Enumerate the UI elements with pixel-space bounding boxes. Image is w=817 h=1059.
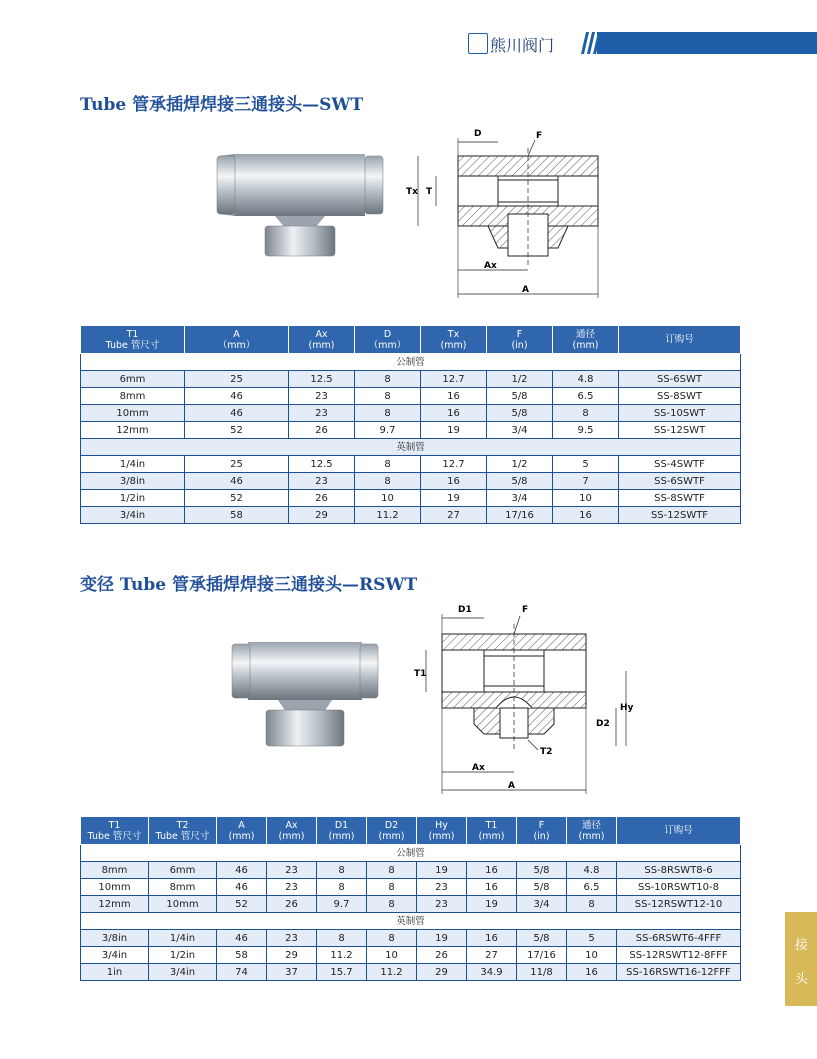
table-cell: SS-4SWTF: [619, 456, 741, 473]
group-label: 公制管: [81, 354, 741, 371]
table-cell: 5/8: [517, 862, 567, 879]
table-cell: 19: [467, 896, 517, 913]
table-cell: 4.8: [553, 371, 619, 388]
col-header: 通径 (mm): [567, 817, 617, 845]
col-header: A (mm): [217, 817, 267, 845]
col-header: A （mm）: [185, 326, 289, 354]
table-cell: 46: [217, 862, 267, 879]
table-cell: 5/8: [487, 405, 553, 422]
table-cell: 8: [317, 879, 367, 896]
dim-T1: T1: [414, 669, 427, 679]
table-cell: 26: [289, 490, 355, 507]
group-label: 英制管: [81, 913, 741, 930]
table-cell: 52: [217, 896, 267, 913]
table-cell: SS-12SWT: [619, 422, 741, 439]
table-cell: 17/16: [487, 507, 553, 524]
table-cell: 10: [367, 947, 417, 964]
swt-header-row: [81, 326, 741, 354]
col-header: T1 (mm): [467, 817, 517, 845]
table-cell: 46: [185, 388, 289, 405]
table-cell: 23: [267, 879, 317, 896]
side-tab-char: 接: [795, 938, 809, 953]
swt-tee-photo: [215, 148, 385, 260]
group-label: 英制管: [81, 439, 741, 456]
table-cell: SS-12RSWT12-8FFF: [617, 947, 741, 964]
table-cell: 10: [553, 490, 619, 507]
dim-A: A: [508, 781, 515, 791]
table-cell: 23: [289, 473, 355, 490]
table-cell: 1/2: [487, 371, 553, 388]
table-cell: 46: [217, 879, 267, 896]
table-row: [81, 879, 741, 896]
dim-Tx: Tx: [406, 187, 418, 197]
table-cell: 46: [185, 405, 289, 422]
table-cell: 9.7: [317, 896, 367, 913]
table-cell: 8: [567, 896, 617, 913]
col-header: D1 (mm): [317, 817, 367, 845]
dim-Ax: Ax: [472, 763, 485, 773]
table-row: [81, 388, 741, 405]
side-tab: [785, 912, 817, 1006]
table-cell: 6mm: [81, 371, 185, 388]
table-cell: 25: [185, 456, 289, 473]
col-header: D2 (mm): [367, 817, 417, 845]
table-cell: 29: [289, 507, 355, 524]
table-cell: 46: [185, 473, 289, 490]
table-cell: 1/2in: [149, 947, 217, 964]
table-cell: 8mm: [149, 879, 217, 896]
rswt-table-body: [81, 845, 741, 981]
table-cell: 8: [355, 473, 421, 490]
table-cell: 37: [267, 964, 317, 981]
table-cell: 5/8: [487, 473, 553, 490]
table-cell: 1/4in: [149, 930, 217, 947]
col-header: T1 Tube 管尺寸: [81, 817, 149, 845]
table-cell: 26: [267, 896, 317, 913]
table-cell: 10: [355, 490, 421, 507]
table-cell: 19: [421, 422, 487, 439]
table-cell: 15.7: [317, 964, 367, 981]
table-cell: 5/8: [517, 930, 567, 947]
table-cell: 8: [317, 930, 367, 947]
col-header: F (in): [517, 817, 567, 845]
table-cell: 1in: [81, 964, 149, 981]
table-cell: SS-16RSWT16-12FFF: [617, 964, 741, 981]
table-cell: 58: [185, 507, 289, 524]
table-cell: 19: [417, 930, 467, 947]
table-cell: 16: [467, 862, 517, 879]
table-row: [81, 964, 741, 981]
table-cell: 8: [355, 405, 421, 422]
table-cell: 3/4: [487, 490, 553, 507]
header-bar: [597, 32, 817, 54]
dim-A: A: [522, 285, 529, 295]
table-cell: 9.7: [355, 422, 421, 439]
table-cell: 3/8in: [81, 930, 149, 947]
table-cell: SS-8SWT: [619, 388, 741, 405]
table-cell: 27: [421, 507, 487, 524]
table-cell: 23: [417, 896, 467, 913]
brand-logo-icon: [468, 33, 488, 54]
rswt-spec-table: [80, 816, 741, 981]
table-cell: 8: [367, 896, 417, 913]
table-cell: 3/4: [517, 896, 567, 913]
table-cell: 3/4in: [81, 947, 149, 964]
table-cell: 5: [567, 930, 617, 947]
col-header: F (in): [487, 326, 553, 354]
table-row: [81, 896, 741, 913]
rswt-section-title: 变径 Tube 管承插焊焊接三通接头—RSWT: [80, 575, 418, 595]
table-cell: 23: [267, 930, 317, 947]
dim-D: D: [474, 129, 482, 139]
table-row: [81, 490, 741, 507]
table-cell: SS-12RSWT12-10: [617, 896, 741, 913]
table-cell: 8: [355, 456, 421, 473]
table-cell: 3/4: [487, 422, 553, 439]
dim-Hy: Hy: [620, 703, 634, 713]
table-row: [81, 473, 741, 490]
col-header: 订购号: [617, 817, 741, 845]
table-cell: 26: [417, 947, 467, 964]
table-cell: SS-8RSWT8-6: [617, 862, 741, 879]
table-row: [81, 422, 741, 439]
table-cell: 8: [367, 930, 417, 947]
side-tab-char: 头: [795, 972, 809, 987]
table-cell: SS-6RSWT6-4FFF: [617, 930, 741, 947]
table-cell: 23: [417, 879, 467, 896]
table-cell: 11.2: [355, 507, 421, 524]
table-cell: 19: [421, 490, 487, 507]
table-row: [81, 862, 741, 879]
dim-T: T: [426, 187, 433, 197]
table-cell: SS-6SWT: [619, 371, 741, 388]
table-cell: 16: [421, 388, 487, 405]
dim-F: F: [522, 605, 529, 615]
table-cell: 1/2in: [81, 490, 185, 507]
table-cell: 3/8in: [81, 473, 185, 490]
table-cell: 16: [467, 879, 517, 896]
table-cell: 34.9: [467, 964, 517, 981]
table-cell: 52: [185, 490, 289, 507]
rswt-tee-photo: [230, 636, 380, 748]
table-cell: 1/4in: [81, 456, 185, 473]
table-cell: 27: [467, 947, 517, 964]
table-row: [81, 947, 741, 964]
table-cell: 10mm: [81, 405, 185, 422]
table-cell: 26: [289, 422, 355, 439]
table-cell: 10: [567, 947, 617, 964]
table-cell: 5: [553, 456, 619, 473]
table-cell: 11.2: [367, 964, 417, 981]
swt-spec-table: [80, 325, 741, 524]
col-header: Ax (mm): [267, 817, 317, 845]
col-header: T1 Tube 管尺寸: [81, 326, 185, 354]
table-cell: 12mm: [81, 422, 185, 439]
table-row: [81, 371, 741, 388]
table-cell: 12.5: [289, 456, 355, 473]
table-row: [81, 930, 741, 947]
table-cell: 29: [267, 947, 317, 964]
table-cell: 8: [367, 879, 417, 896]
col-header: Ax (mm): [289, 326, 355, 354]
table-cell: 10mm: [81, 879, 149, 896]
table-cell: 52: [185, 422, 289, 439]
table-cell: 5/8: [487, 388, 553, 405]
table-cell: 6.5: [567, 879, 617, 896]
table-row: [81, 456, 741, 473]
col-header: T2 Tube 管尺寸: [149, 817, 217, 845]
swt-table-body: [81, 354, 741, 524]
table-cell: 6mm: [149, 862, 217, 879]
table-cell: 25: [185, 371, 289, 388]
rswt-header-row: [81, 817, 741, 845]
table-cell: SS-8SWTF: [619, 490, 741, 507]
table-cell: 8mm: [81, 388, 185, 405]
table-cell: 29: [417, 964, 467, 981]
table-cell: 8: [355, 371, 421, 388]
table-cell: 16: [567, 964, 617, 981]
table-cell: 11.2: [317, 947, 367, 964]
table-cell: SS-10SWT: [619, 405, 741, 422]
table-cell: 8mm: [81, 862, 149, 879]
table-cell: 11/8: [517, 964, 567, 981]
table-cell: 10mm: [149, 896, 217, 913]
table-cell: 9.5: [553, 422, 619, 439]
col-header: D （mm）: [355, 326, 421, 354]
table-cell: 23: [289, 388, 355, 405]
table-cell: 74: [217, 964, 267, 981]
table-cell: SS-12SWTF: [619, 507, 741, 524]
table-row: [81, 405, 741, 422]
table-cell: 3/4in: [81, 507, 185, 524]
dim-F: F: [536, 131, 543, 141]
table-cell: 12.5: [289, 371, 355, 388]
table-cell: 1/2: [487, 456, 553, 473]
col-header: Hy (mm): [417, 817, 467, 845]
table-cell: 5/8: [517, 879, 567, 896]
dim-D2: D2: [596, 719, 610, 729]
brand-name: 熊川阀门: [490, 36, 555, 55]
dim-T2: T2: [540, 747, 553, 757]
col-header: 通径 (mm): [553, 326, 619, 354]
table-cell: 23: [267, 862, 317, 879]
table-cell: 3/4in: [149, 964, 217, 981]
table-cell: 17/16: [517, 947, 567, 964]
swt-section-title: Tube 管承插焊焊接三通接头—SWT: [80, 95, 364, 115]
table-cell: 8: [367, 862, 417, 879]
table-cell: 8: [317, 862, 367, 879]
table-cell: 16: [553, 507, 619, 524]
group-label: 公制管: [81, 845, 741, 862]
table-cell: 58: [217, 947, 267, 964]
table-cell: SS-10RSWT10-8: [617, 879, 741, 896]
table-cell: 12mm: [81, 896, 149, 913]
table-cell: 7: [553, 473, 619, 490]
table-cell: 12.7: [421, 371, 487, 388]
table-row: [81, 507, 741, 524]
table-cell: 4.8: [567, 862, 617, 879]
table-cell: 16: [421, 473, 487, 490]
table-cell: 8: [553, 405, 619, 422]
col-header: 订购号: [619, 326, 741, 354]
swt-section-drawing: [400, 118, 610, 303]
table-cell: 8: [355, 388, 421, 405]
col-header: Tx (mm): [421, 326, 487, 354]
rswt-section-drawing: [408, 600, 648, 800]
table-cell: 16: [421, 405, 487, 422]
dim-Ax: Ax: [484, 261, 497, 271]
table-cell: 6.5: [553, 388, 619, 405]
table-cell: SS-6SWTF: [619, 473, 741, 490]
table-cell: 12.7: [421, 456, 487, 473]
table-cell: 16: [467, 930, 517, 947]
table-cell: 46: [217, 930, 267, 947]
dim-D1: D1: [458, 605, 472, 615]
table-cell: 19: [417, 862, 467, 879]
table-cell: 23: [289, 405, 355, 422]
